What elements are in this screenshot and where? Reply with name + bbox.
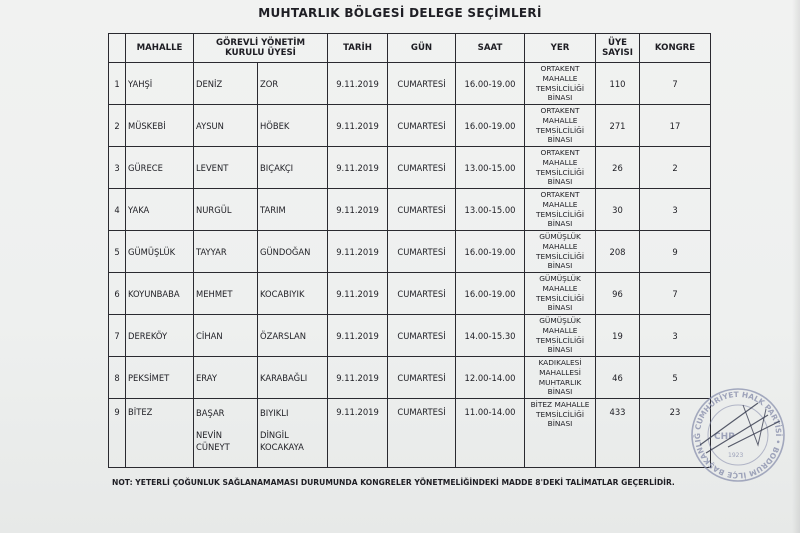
- day-cell: CUMARTESİ: [388, 273, 456, 315]
- header-kongre: KONGRE: [640, 34, 711, 63]
- member-first-name: NURGÜL: [194, 189, 258, 231]
- member-first-name: LEVENT: [194, 147, 258, 189]
- svg-text:CUMHURİYET HALK PARTİSİ • BODR: CUMHURİYET HALK PARTİSİ • BODRUM İLÇE BAŞKANLIĞ: [692, 389, 784, 481]
- table-row: [109, 399, 711, 468]
- time-cell: 13.00-15.00: [456, 189, 525, 231]
- date-cell: 9.11.2019: [328, 399, 388, 468]
- day-cell: CUMARTESİ: [388, 357, 456, 399]
- date-cell: 9.11.2019: [328, 357, 388, 399]
- page-edge-shadow: [792, 0, 800, 533]
- time-cell: 14.00-15.30: [456, 315, 525, 357]
- congress-cell: 2: [640, 147, 711, 189]
- day-cell: CUMARTESİ: [388, 399, 456, 468]
- member-last-name: BIYIKLI: [260, 408, 289, 418]
- congress-cell: 7: [640, 273, 711, 315]
- time-cell: 16.00-19.00: [456, 105, 525, 147]
- mahalle-cell: PEKSİMET: [126, 357, 194, 399]
- member-first-name-cell: [194, 399, 258, 468]
- mahalle-cell: YAHŞİ: [126, 63, 194, 105]
- row-number: 4: [109, 189, 126, 231]
- table-header-row: [109, 34, 711, 63]
- location-cell: BİTEZ MAHALLE TEMSİLCİLİĞİ BİNASI: [525, 399, 596, 468]
- day-cell: CUMARTESİ: [388, 315, 456, 357]
- table-row: [109, 105, 711, 147]
- member-last-name: GÜNDOĞAN: [258, 231, 328, 273]
- svg-text:CHP: CHP: [714, 432, 735, 442]
- time-cell: 16.00-19.00: [456, 231, 525, 273]
- location-cell: ORTAKENT MAHALLE TEMSİLCİLİĞİ BİNASI: [525, 189, 596, 231]
- member-last-name-2: DİNGİL KOCAKAYA: [260, 430, 304, 452]
- table-row: [109, 273, 711, 315]
- day-cell: CUMARTESİ: [388, 63, 456, 105]
- member-count-cell: 30: [596, 189, 640, 231]
- congress-cell: 17: [640, 105, 711, 147]
- date-cell: 9.11.2019: [328, 231, 388, 273]
- congress-cell: 23: [640, 399, 711, 468]
- member-count-cell: 46: [596, 357, 640, 399]
- location-cell: ORTAKENT MAHALLE TEMSİLCİLİĞİ BİNASI: [525, 105, 596, 147]
- date-cell: 9.11.2019: [328, 315, 388, 357]
- congress-cell: 3: [640, 189, 711, 231]
- location-cell: ORTAKENT MAHALLE TEMSİLCİLİĞİ BİNASI: [525, 63, 596, 105]
- member-count-cell: 110: [596, 63, 640, 105]
- member-count-cell: 26: [596, 147, 640, 189]
- location-cell: GÜMÜŞLÜK MAHALLE TEMSİLCİLİĞİ BİNASI: [525, 315, 596, 357]
- member-first-name: ERAY: [194, 357, 258, 399]
- member-count-cell: 96: [596, 273, 640, 315]
- time-cell: 12.00-14.00: [456, 357, 525, 399]
- member-first-name-2: NEVİN CÜNEYT: [196, 430, 230, 452]
- header-saat: SAAT: [456, 34, 525, 63]
- document-title: MUHTARLIK BÖLGESİ DELEGE SEÇİMLERİ: [258, 6, 542, 20]
- table-row: [109, 231, 711, 273]
- location-cell: GÜMÜŞLÜK MAHALLE TEMSİLCİLİĞİ BİNASI: [525, 231, 596, 273]
- location-cell: ORTAKENT MAHALLE TEMSİLCİLİĞİ BİNASI: [525, 147, 596, 189]
- member-count-cell: 19: [596, 315, 640, 357]
- date-cell: 9.11.2019: [328, 63, 388, 105]
- mahalle-cell: MÜSKEBİ: [126, 105, 194, 147]
- member-last-name: BIÇAKÇI: [258, 147, 328, 189]
- mahalle-cell: GÜMÜŞLÜK: [126, 231, 194, 273]
- member-count-cell: 271: [596, 105, 640, 147]
- row-number: 8: [109, 357, 126, 399]
- congress-cell: 7: [640, 63, 711, 105]
- location-cell: KADIKALESİ MAHALLESİ MUHTARLIK BİNASI: [525, 357, 596, 399]
- table-row: [109, 357, 711, 399]
- mahalle-cell: DEREKÖY: [126, 315, 194, 357]
- mahalle-cell: GÜRECE: [126, 147, 194, 189]
- row-number: 7: [109, 315, 126, 357]
- time-cell: 16.00-19.00: [456, 273, 525, 315]
- svg-text:1923: 1923: [728, 452, 744, 459]
- row-number: 6: [109, 273, 126, 315]
- date-cell: 9.11.2019: [328, 147, 388, 189]
- party-stamp-seal: [688, 385, 788, 485]
- member-last-name: HÖBEK: [258, 105, 328, 147]
- mahalle-cell: KOYUNBABA: [126, 273, 194, 315]
- member-count-cell: 208: [596, 231, 640, 273]
- day-cell: CUMARTESİ: [388, 231, 456, 273]
- congress-cell: 9: [640, 231, 711, 273]
- location-cell: GÜMÜŞLÜK MAHALLE TEMSİLCİLİĞİ BİNASI: [525, 273, 596, 315]
- date-cell: 9.11.2019: [328, 273, 388, 315]
- mahalle-cell: BİTEZ: [126, 399, 194, 468]
- row-number: 3: [109, 147, 126, 189]
- member-count-cell: 433: [596, 399, 640, 468]
- header-gorevli: GÖREVLİ YÖNETİM KURULU ÜYESİ: [194, 34, 328, 63]
- member-last-name: ÖZARSLAN: [258, 315, 328, 357]
- time-cell: 11.00-14.00: [456, 399, 525, 468]
- member-first-name: TAYYAR: [194, 231, 258, 273]
- table-row: [109, 63, 711, 105]
- day-cell: CUMARTESİ: [388, 147, 456, 189]
- time-cell: 16.00-19.00: [456, 63, 525, 105]
- member-last-name: TARIM: [258, 189, 328, 231]
- delegate-election-table: [108, 33, 711, 468]
- table-row: [109, 315, 711, 357]
- member-first-name: DENİZ: [194, 63, 258, 105]
- row-number: 1: [109, 63, 126, 105]
- member-last-name-cell: [258, 399, 328, 468]
- congress-cell: 5: [640, 357, 711, 399]
- header-gun: GÜN: [388, 34, 456, 63]
- header-uye-sayisi: ÜYE SAYISI: [596, 34, 640, 63]
- mahalle-cell: YAKA: [126, 189, 194, 231]
- date-cell: 9.11.2019: [328, 189, 388, 231]
- member-first-name: AYSUN: [194, 105, 258, 147]
- member-first-name: CİHAN: [194, 315, 258, 357]
- member-last-name: KOCABIYIK: [258, 273, 328, 315]
- header-no: [109, 34, 126, 63]
- header-yer: YER: [525, 34, 596, 63]
- date-cell: 9.11.2019: [328, 105, 388, 147]
- member-last-name: ZOR: [258, 63, 328, 105]
- time-cell: 13.00-15.00: [456, 147, 525, 189]
- congress-cell: 3: [640, 315, 711, 357]
- member-last-name: KARABAĞLI: [258, 357, 328, 399]
- member-first-name: MEHMET: [194, 273, 258, 315]
- row-number: 9: [109, 399, 126, 468]
- day-cell: CUMARTESİ: [388, 105, 456, 147]
- header-tarih: TARİH: [328, 34, 388, 63]
- day-cell: CUMARTESİ: [388, 189, 456, 231]
- row-number: 2: [109, 105, 126, 147]
- member-first-name: BAŞAR: [196, 408, 225, 418]
- footnote: NOT: YETERLİ ÇOĞUNLUK SAĞLANAMAMASI DURUMUNDA KONGRELER YÖNETMELİĞİNDEKİ MADDE 8'DEKİ TALİMATLAR GEÇERLİDİR.: [112, 478, 675, 487]
- table-row: [109, 189, 711, 231]
- table-row: [109, 147, 711, 189]
- header-mahalle: MAHALLE: [126, 34, 194, 63]
- row-number: 5: [109, 231, 126, 273]
